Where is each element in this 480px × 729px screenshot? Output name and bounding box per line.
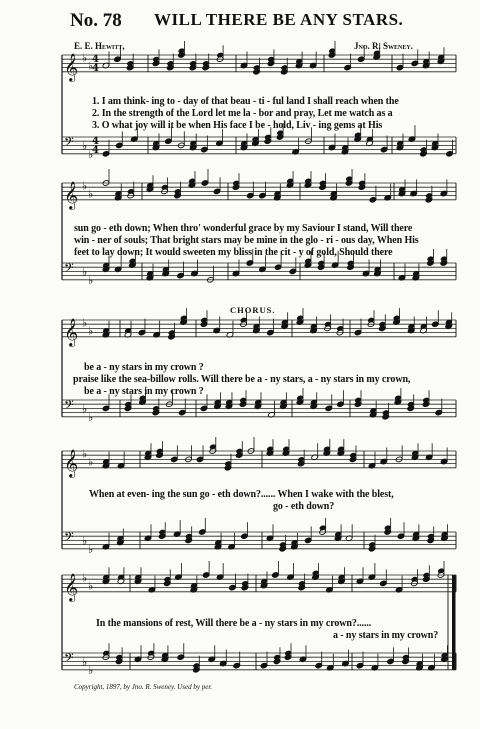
lyric-line: 2. In the strength of the Lord let me la - bor and pray, Let me watch as a	[92, 108, 393, 119]
copyright-notice: Copyright, 1897, by Jno. R. Sweney. Used by per.	[74, 683, 213, 691]
treble-clef-icon: 𝄞	[64, 448, 79, 477]
flat-icon: ♭	[88, 324, 94, 338]
bass-clef-icon: 𝄢	[64, 529, 74, 548]
flat-icon: ♭	[88, 664, 94, 677]
treble-clef-icon: 𝄞	[64, 317, 79, 346]
hymn-title: WILL THERE BE ANY STARS.	[154, 10, 404, 29]
flat-icon: ♭	[88, 59, 94, 73]
lyric-line: be a - ny stars in my crown ?	[84, 386, 204, 397]
flat-icon: ♭	[88, 411, 94, 424]
flat-icon: ♭	[82, 139, 88, 153]
flat-icon: ♭	[82, 447, 88, 461]
final-barline	[452, 575, 456, 670]
flat-icon: ♭	[82, 402, 88, 416]
flat-icon: ♭	[88, 579, 94, 593]
lyricist-credit: E. E. Hewitt,	[74, 41, 125, 51]
flat-icon: ♭	[82, 534, 88, 548]
lyric-line: go - eth down?	[273, 501, 335, 512]
flat-icon: ♭	[88, 543, 94, 556]
flat-icon: ♭	[82, 316, 88, 330]
time-signature: 4	[92, 54, 99, 65]
lyric-line: In the mansions of rest, Will there be a - ny stars in my crown?......	[96, 618, 372, 629]
lyric-line: a - ny stars in my crown?	[333, 630, 439, 641]
bass-clef-icon: 𝄢	[64, 397, 74, 416]
lyric-line: When at even- ing the sun go - eth down?...... When I wake with the blest,	[89, 489, 394, 500]
chorus-heading: CHORUS.	[230, 305, 276, 315]
bass-clef-icon: 𝄢	[64, 650, 74, 669]
lyric-line: be a - ny stars in my crown ?	[84, 362, 204, 373]
flat-icon: ♭	[88, 187, 94, 201]
bass-clef-icon: 𝄢	[64, 260, 74, 279]
composer-credit: Jno. R. Sweney.	[354, 41, 413, 51]
flat-icon: ♭	[82, 571, 88, 585]
flat-icon: ♭	[82, 179, 88, 193]
lyric-line: feet to lay down; It would sweeten my bliss in the cit - y of gold, Should there	[74, 247, 393, 258]
bass-clef-icon: 𝄢	[64, 134, 74, 153]
lyric-line: sun go - eth down; When thro' wonderful grace by my Saviour I stand, Will there	[74, 223, 413, 234]
time-signature: 4	[92, 136, 99, 147]
time-signature: 4	[92, 63, 99, 74]
treble-clef-icon: 𝄞	[64, 180, 79, 209]
time-signature: 4	[92, 145, 99, 156]
lyric-line: 1. I am think- ing to - day of that beau - ti - ful land I shall reach when the	[92, 96, 399, 107]
flat-icon: ♭	[82, 655, 88, 669]
lyric-line: win - ner of souls; That bright stars may be mine in the glo - ri - ous day, When His	[74, 235, 419, 246]
hymn-number: No. 78	[70, 10, 122, 31]
flat-icon: ♭	[88, 455, 94, 469]
flat-icon: ♭	[82, 51, 88, 65]
lyric-line: praise like the sea-billow rolls. Will there be a - ny stars, a - ny stars in my crown,	[73, 374, 411, 385]
flat-icon: ♭	[88, 274, 94, 287]
flat-icon: ♭	[88, 148, 94, 161]
treble-clef-icon: 𝄞	[64, 52, 79, 81]
treble-clef-icon: 𝄞	[64, 572, 79, 601]
flat-icon: ♭	[82, 265, 88, 279]
lyric-line: 3. O what joy will it be when His face I be - hold, Liv - ing gems at His	[92, 120, 383, 131]
